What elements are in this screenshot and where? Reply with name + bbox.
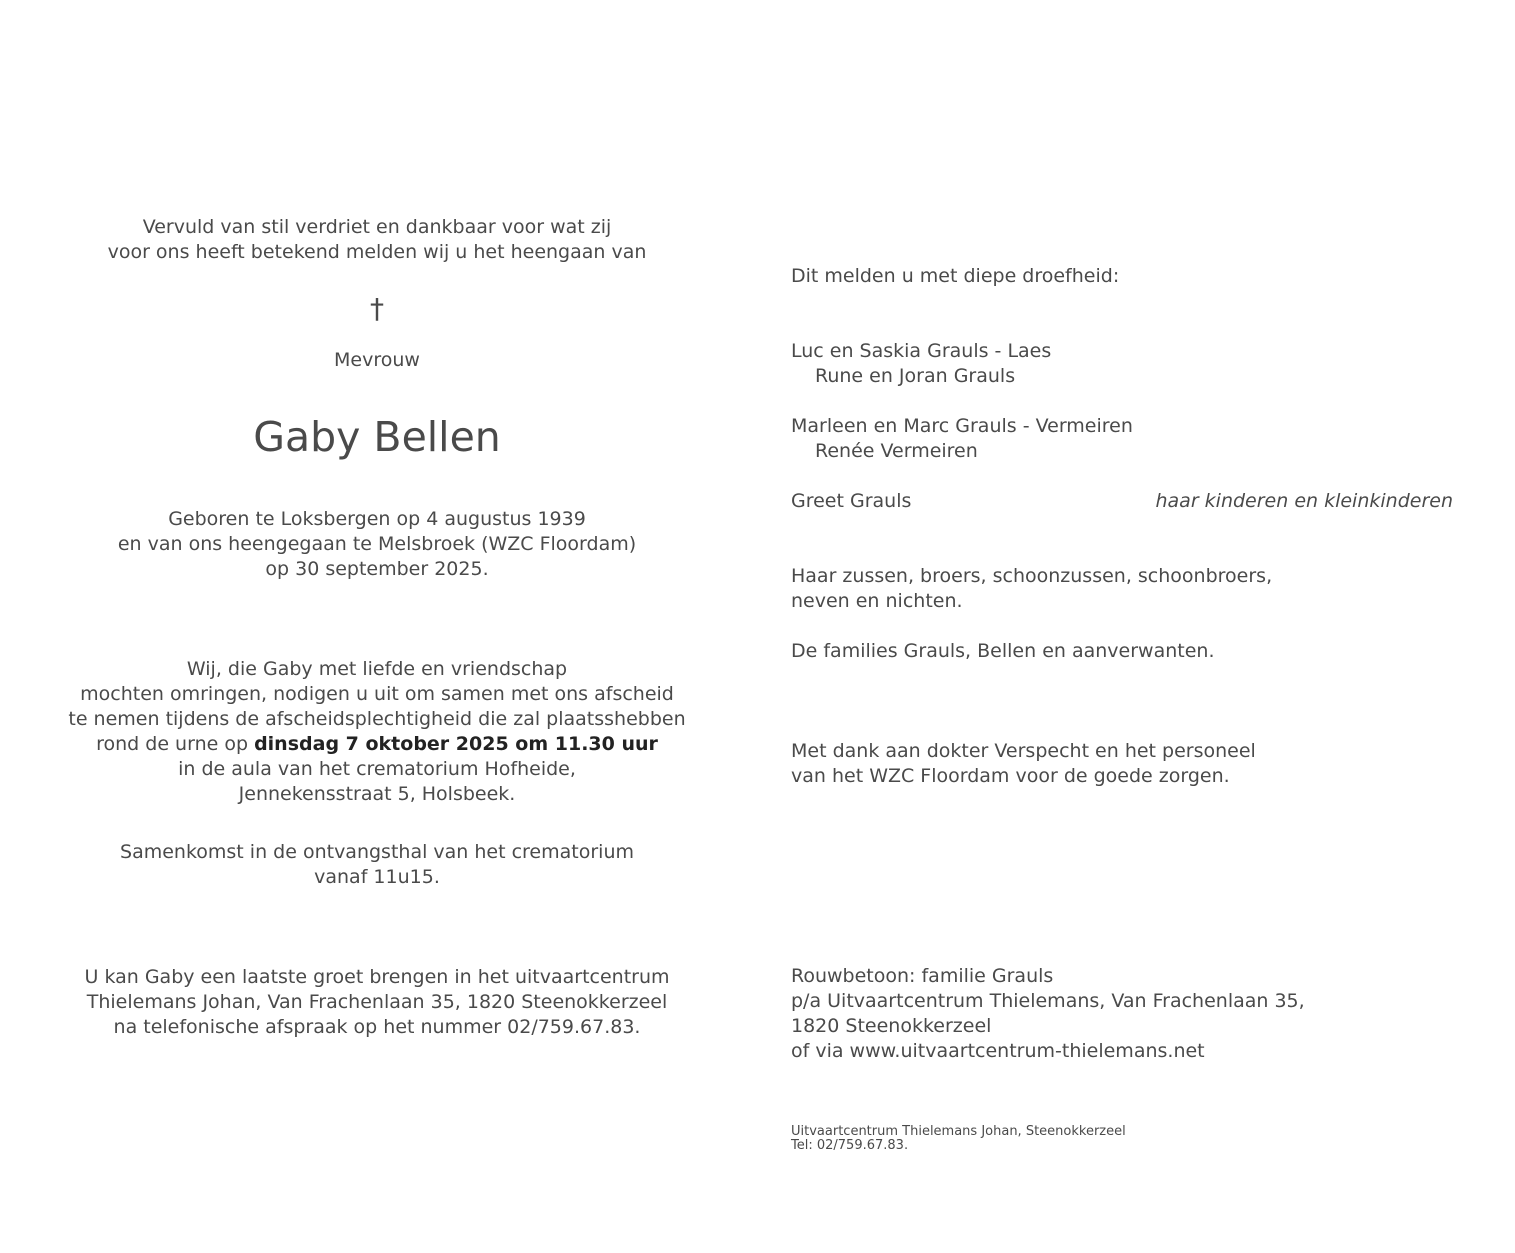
announce: Dit melden u met diepe droefheid: <box>791 265 1120 287</box>
condolence-line-4: of via www.uitvaartcentrum-thielemans.net <box>791 1040 1205 1062</box>
intro-line-2: voor ons heeft betekend melden wij u het heengaan van <box>107 241 647 263</box>
visit-line-3: na telefonische afspraak op het nummer 02/759.67.83. <box>113 1016 641 1038</box>
siblings-line-1: Haar zussen, broers, schoonzussen, schoonbroers, <box>791 565 1273 587</box>
ceremony-line-3: te nemen tijdens de afscheidsplechtigheid die zal plaatsshebben <box>68 708 686 730</box>
ceremony-line-2: mochten omringen, nodigen u uit om samen met ons afscheid <box>80 683 674 705</box>
cross-icon: † <box>370 292 384 325</box>
ceremony-line-4 <box>96 732 658 757</box>
ceremony-prefix: rond de urne op <box>96 733 255 755</box>
birth-line-2: en van ons heengegaan te Melsbroek (WZC Floordam) <box>117 533 637 555</box>
ceremony-line-1: Wij, die Gaby met liefde en vriendschap <box>186 658 568 680</box>
family-rune: Rune en Joran Grauls <box>815 365 1016 387</box>
condolence-line-3: 1820 Steenokkerzeel <box>791 1015 992 1037</box>
thanks-line-1: Met dank aan dokter Verspecht en het personeel <box>791 740 1256 762</box>
condolence-line-1: Rouwbetoon: familie Grauls <box>791 965 1054 987</box>
gathering-line-1: Samenkomst in de ontvangsthal van het crematorium <box>120 841 634 863</box>
siblings-line-2: neven en nichten. <box>791 590 963 612</box>
gathering-line-2: vanaf 11u15. <box>314 866 440 888</box>
family-renee: Renée Vermeiren <box>815 440 978 462</box>
family-greet: Greet Grauls <box>791 490 912 512</box>
deceased-name: Gaby Bellen <box>253 413 501 461</box>
thanks-line-2: van het WZC Floordam voor de goede zorgen. <box>791 765 1230 787</box>
family-marleen: Marleen en Marc Grauls - Vermeiren <box>791 415 1133 437</box>
salutation: Mevrouw <box>334 349 420 371</box>
condolence-line-2: p/a Uitvaartcentrum Thielemans, Van Frachenlaan 35, <box>791 990 1305 1012</box>
birth-line-3: op 30 september 2025. <box>265 558 489 580</box>
family-luc: Luc en Saskia Grauls - Laes <box>791 340 1052 362</box>
ceremony-date: dinsdag 7 oktober 2025 om 11.30 uur <box>254 733 658 755</box>
ceremony-line-5: in de aula van het crematorium Hofheide, <box>178 758 576 780</box>
intro-line-1: Vervuld van stil verdriet en dankbaar voor wat zij <box>142 216 612 238</box>
visit-line-1: U kan Gaby een laatste groet brengen in het uitvaartcentrum <box>84 966 670 988</box>
birth-line-1: Geboren te Loksbergen op 4 augustus 1939 <box>168 508 586 530</box>
footer-line-2: Tel: 02/759.67.83. <box>791 1138 909 1153</box>
family-kinderen: haar kinderen en kleinkinderen <box>1155 490 1453 512</box>
footer-line-1: Uitvaartcentrum Thielemans Johan, Steenokkerzeel <box>791 1124 1126 1139</box>
visit-line-2: Thielemans Johan, Van Frachenlaan 35, 1820 Steenokkerzeel <box>86 991 668 1013</box>
families: De families Grauls, Bellen en aanverwanten. <box>791 640 1215 662</box>
ceremony-line-6: Jennekensstraat 5, Holsbeek. <box>238 783 516 805</box>
